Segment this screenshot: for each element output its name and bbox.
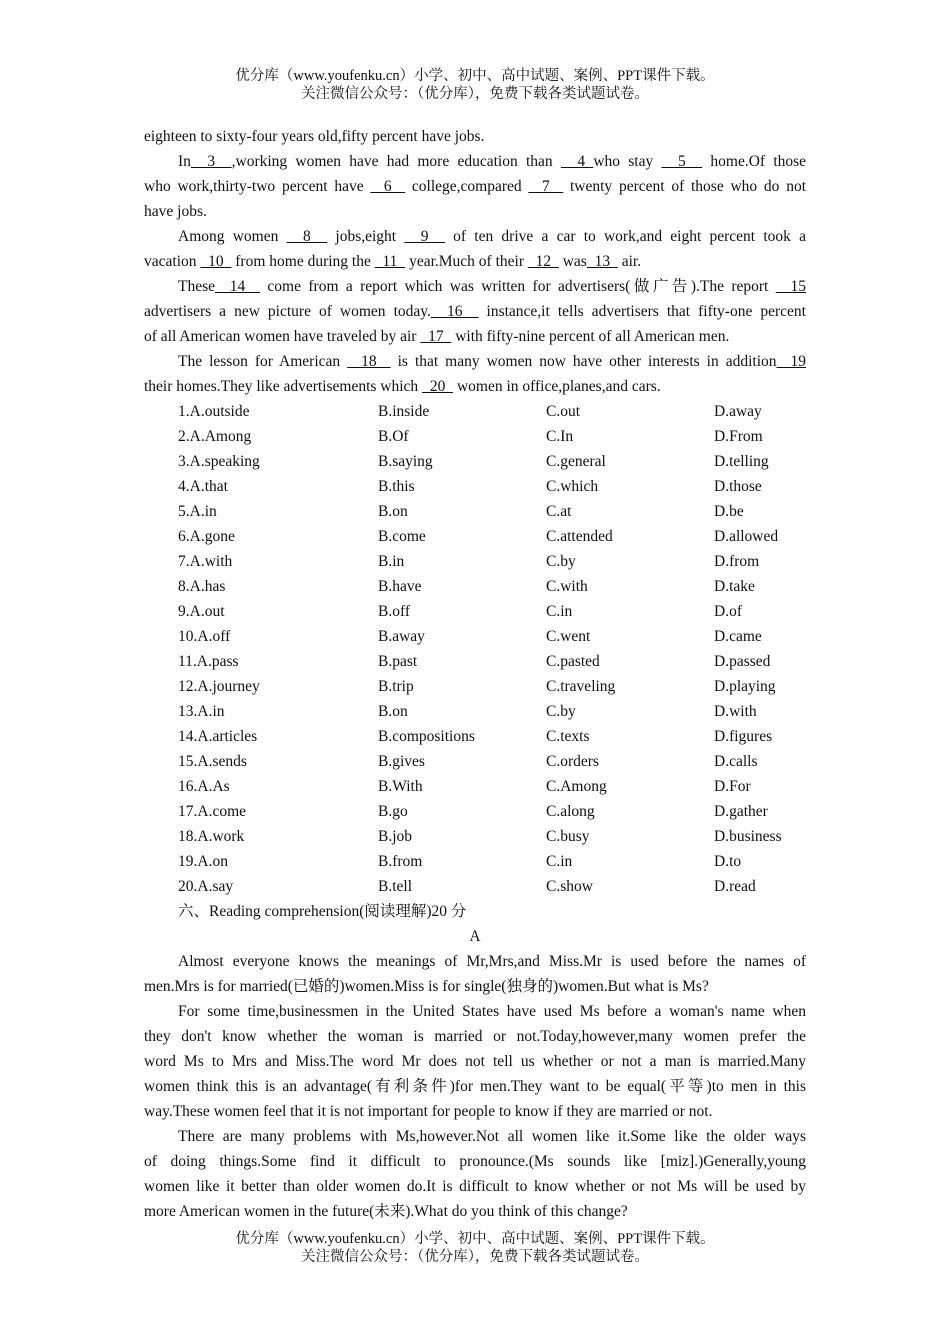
option-row: 12.A.journey B.trip C.traveling D.playing [178, 678, 776, 695]
paragraph-line: women think this is an advantage(有利条件)for men.They want to be equal(平等)to men in this [144, 1078, 806, 1095]
paragraph-line: Almost everyone knows the meanings of Mr,Mrs,and Miss.Mr is used before the names of [178, 953, 806, 970]
blank-15: 15 [775, 278, 807, 295]
passage-line: These 14 come from a report which was written for advertisers(做广告).The report 15 [178, 278, 807, 295]
option-row: 17.A.come B.go C.along D.gather [178, 803, 768, 820]
paragraph-line: For some time,businessmen in the United States have used Ms before a woman's name when [178, 1003, 806, 1020]
blank-17: 17 [420, 328, 452, 345]
passage-line: eighteen to sixty-four years old,fifty percent have jobs. [144, 128, 485, 145]
blank-18: 18 [347, 353, 391, 370]
footer-line-2: 关注微信公众号：（优分库），免费下载各类试题试卷。 [301, 1249, 649, 1265]
option-row: 13.A.in B.on C.by D.with [178, 703, 757, 720]
option-row: 3.A.speaking B.saying C.general D.telling [178, 453, 769, 470]
passage-line: The lesson for American 18 is that many women now have other interests in addition 19 [178, 353, 806, 370]
passage-line: who work,thirty-two percent have 6 college,compared 7 twenty percent of those who do not [144, 178, 807, 195]
reading-paragraph-1 [144, 949, 806, 999]
blank-14: 14 [215, 278, 261, 295]
option-row: 10.A.off B.away C.went D.came [178, 628, 762, 645]
header-line-1: 优分库（www.youfenku.cn）小学、初中、高中试题、案例、PPT课件下载。 [235, 68, 715, 84]
option-row: 9.A.out B.off C.in D.of [178, 603, 742, 620]
paragraph-line: word Ms to Mrs and Miss.The word Mr does not tell us whether or not a man is married.Many [144, 1053, 806, 1070]
option-row: 18.A.work B.job C.busy D.business [178, 828, 782, 845]
paragraph-line: women like it better than older women do.It is difficult to know whether or not Ms will be used by [144, 1178, 806, 1195]
option-row: 1.A.outside B.inside C.out D.away [178, 403, 762, 420]
blank-16: 16 [430, 303, 479, 320]
page-content [144, 124, 806, 1224]
option-row: 19.A.on B.from C.in D.to [178, 853, 742, 870]
option-row: 6.A.gone B.come C.attended D.allowed [178, 528, 779, 545]
blank-11: 11 [374, 253, 406, 270]
header-line-2: 关注微信公众号：（优分库），免费下载各类试题试卷。 [301, 86, 649, 102]
blank-9: 9 [404, 228, 445, 245]
footer-line-1: 优分库（www.youfenku.cn）小学、初中、高中试题、案例、PPT课件下载。 [235, 1231, 715, 1247]
paragraph-line: more American women in the future(未来).What do you think of this change? [144, 1203, 628, 1220]
passage-line: advertisers a new picture of women today. 16 instance,it tells advertisers that fifty-one percent [144, 303, 806, 320]
passage-line: vacation 10 from home during the 11 year.Much of their 12 was 13 air. [144, 253, 642, 270]
blank-5: 5 [661, 153, 703, 170]
blank-3: 3 [190, 153, 232, 170]
blank-7: 7 [528, 178, 564, 195]
page-header [0, 67, 950, 103]
paragraph-line: There are many problems with Ms,however.Not all women like it.Some like the older ways [178, 1128, 806, 1145]
blank-19: 19 [776, 353, 806, 370]
blank-6: 6 [370, 178, 406, 195]
option-row: 2.A.Among B.Of C.In D.From [178, 428, 763, 445]
passage-line: In 3 ,working women have had more education than 4 who stay 5 home.Of those [178, 153, 807, 170]
option-row: 5.A.in B.on C.at D.be [178, 503, 744, 520]
option-row: 8.A.has B.have C.with D.take [178, 578, 755, 595]
option-row: 16.A.As B.With C.Among D.For [178, 778, 751, 795]
section-heading: 六、Reading comprehension(阅读理解)20 分 [178, 903, 467, 920]
option-row: 15.A.sends B.gives C.orders D.calls [178, 753, 758, 770]
paragraph-line: they don't know whether the woman is married or not.Today,however,many women prefer the [144, 1028, 806, 1045]
reading-paragraph-3 [144, 1124, 806, 1224]
option-row: 7.A.with B.in C.by D.from [178, 553, 760, 570]
blank-8: 8 [286, 228, 328, 245]
option-row: 11.A.pass B.past C.pasted D.passed [178, 653, 771, 670]
option-row: 14.A.articles B.compositions C.texts D.figures [178, 728, 773, 745]
blank-10: 10 [200, 253, 232, 270]
reading-paragraph-2 [144, 999, 806, 1124]
page-footer [0, 1230, 950, 1266]
passage-line: of all American women have traveled by air 17 with fifty-nine percent of all American men. [144, 328, 730, 345]
passage-label: A [469, 928, 481, 945]
option-row: 4.A.that B.this C.which D.those [178, 478, 762, 495]
passage-line: Among women 8 jobs,eight 9 of ten drive a car to work,and eight percent took a [178, 228, 806, 245]
paragraph-line: of doing things.Some find it difficult to pronounce.(Ms sounds like [miz].)Generally,young [144, 1153, 806, 1170]
blank-20: 20 [422, 378, 454, 395]
blank-4: 4 [560, 153, 594, 170]
passage-line: their homes.They like advertisements which 20 women in office,planes,and cars. [144, 378, 661, 395]
options-list [144, 399, 806, 899]
paragraph-line: way.These women feel that it is not important for people to know if they are married or not. [144, 1103, 713, 1120]
blank-13: 13 [586, 253, 618, 270]
passage-line: have jobs. [144, 203, 207, 220]
option-row: 20.A.say B.tell C.show D.read [178, 878, 756, 895]
blank-12: 12 [527, 253, 559, 270]
paragraph-line: men.Mrs is for married(已婚的)women.Miss is for single(独身的)women.But what is Ms? [144, 978, 709, 995]
